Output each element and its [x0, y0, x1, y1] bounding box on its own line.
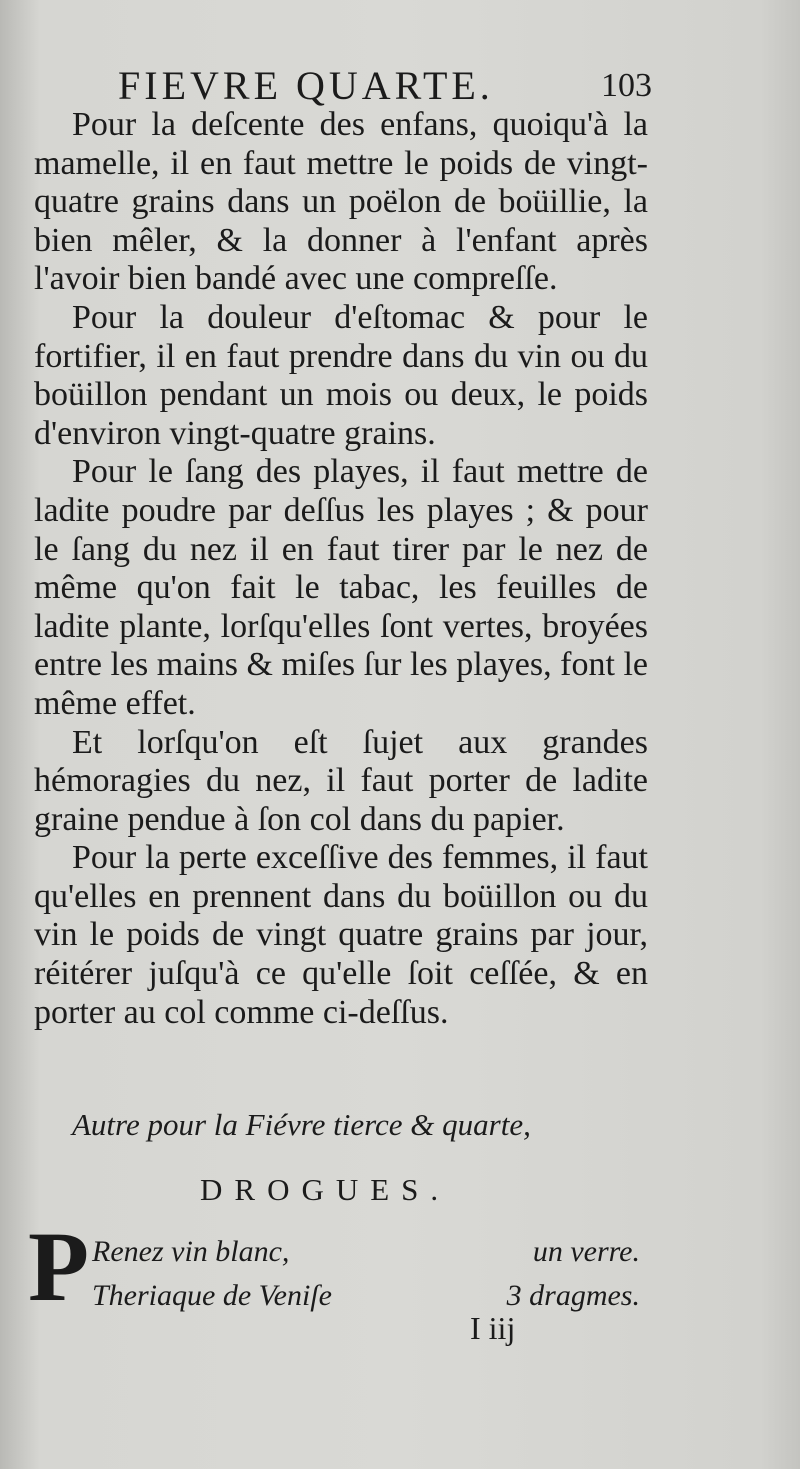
running-title: FIEVRE QUARTE. — [118, 63, 494, 108]
signature-mark: I iij — [470, 1310, 516, 1346]
drop-cap: P — [28, 1211, 90, 1322]
drogues-heading: DROGUES. — [200, 1172, 451, 1207]
page-header — [118, 62, 658, 110]
section-title: Autre pour la Fiévre tierce & quarte, — [72, 1107, 531, 1142]
recipe-quantity: 3 dragmes. — [506, 1279, 640, 1312]
body-text — [34, 106, 648, 1032]
recipe-item: Theriaque de Veniſe — [92, 1279, 332, 1312]
paragraph-sang-playes: Pour le ſang des playes, il faut mettre de ladite poudre par deſſus les playes ; & pour le ſang du nez il en faut tirer par le nez de même qu'on fait le tabac, les feuilles de ladite plante, lorſqu'elles ſont vertes, broyées entre les mains & miſes ſur les playes, font le même effet. — [34, 453, 648, 722]
recipe-list — [92, 1230, 640, 1318]
paragraph-perte: Pour la perte exceſſive des femmes, il faut qu'elles en prennent dans du boüillon ou du vin le poids de vingt quatre grains par jour, réitérer juſqu'à ce qu'elle ſoit ceſſée, & en porter au col comme ci-deſſus. — [34, 839, 648, 1031]
recipe-row — [92, 1274, 640, 1318]
paragraph-hemoragies: Et lorſqu'on eſt ſujet aux grandes hémoragies du nez, il faut porter de ladite graine pendue à ſon col dans du papier. — [34, 723, 648, 838]
page-number: 103 — [601, 67, 652, 104]
paragraph-estomac: Pour la douleur d'eſtomac & pour le fortifier, il en faut prendre dans du vin ou du boüillon pendant un mois ou deux, le poids d'environ vingt-quatre grains. — [34, 298, 648, 452]
recipe-item: Renez vin blanc, — [92, 1235, 290, 1268]
recipe-quantity: un verre. — [532, 1235, 640, 1268]
paragraph-descente: Pour la deſcente des enfans, quoiqu'à la mamelle, il en faut mettre le poids de vingt-quatre grains dans un poëlon de boüillie, la bien mêler, & la donner à l'enfant après l'avoir bien bandé avec une compreſſe. — [34, 106, 648, 298]
recipe-row — [92, 1230, 640, 1274]
